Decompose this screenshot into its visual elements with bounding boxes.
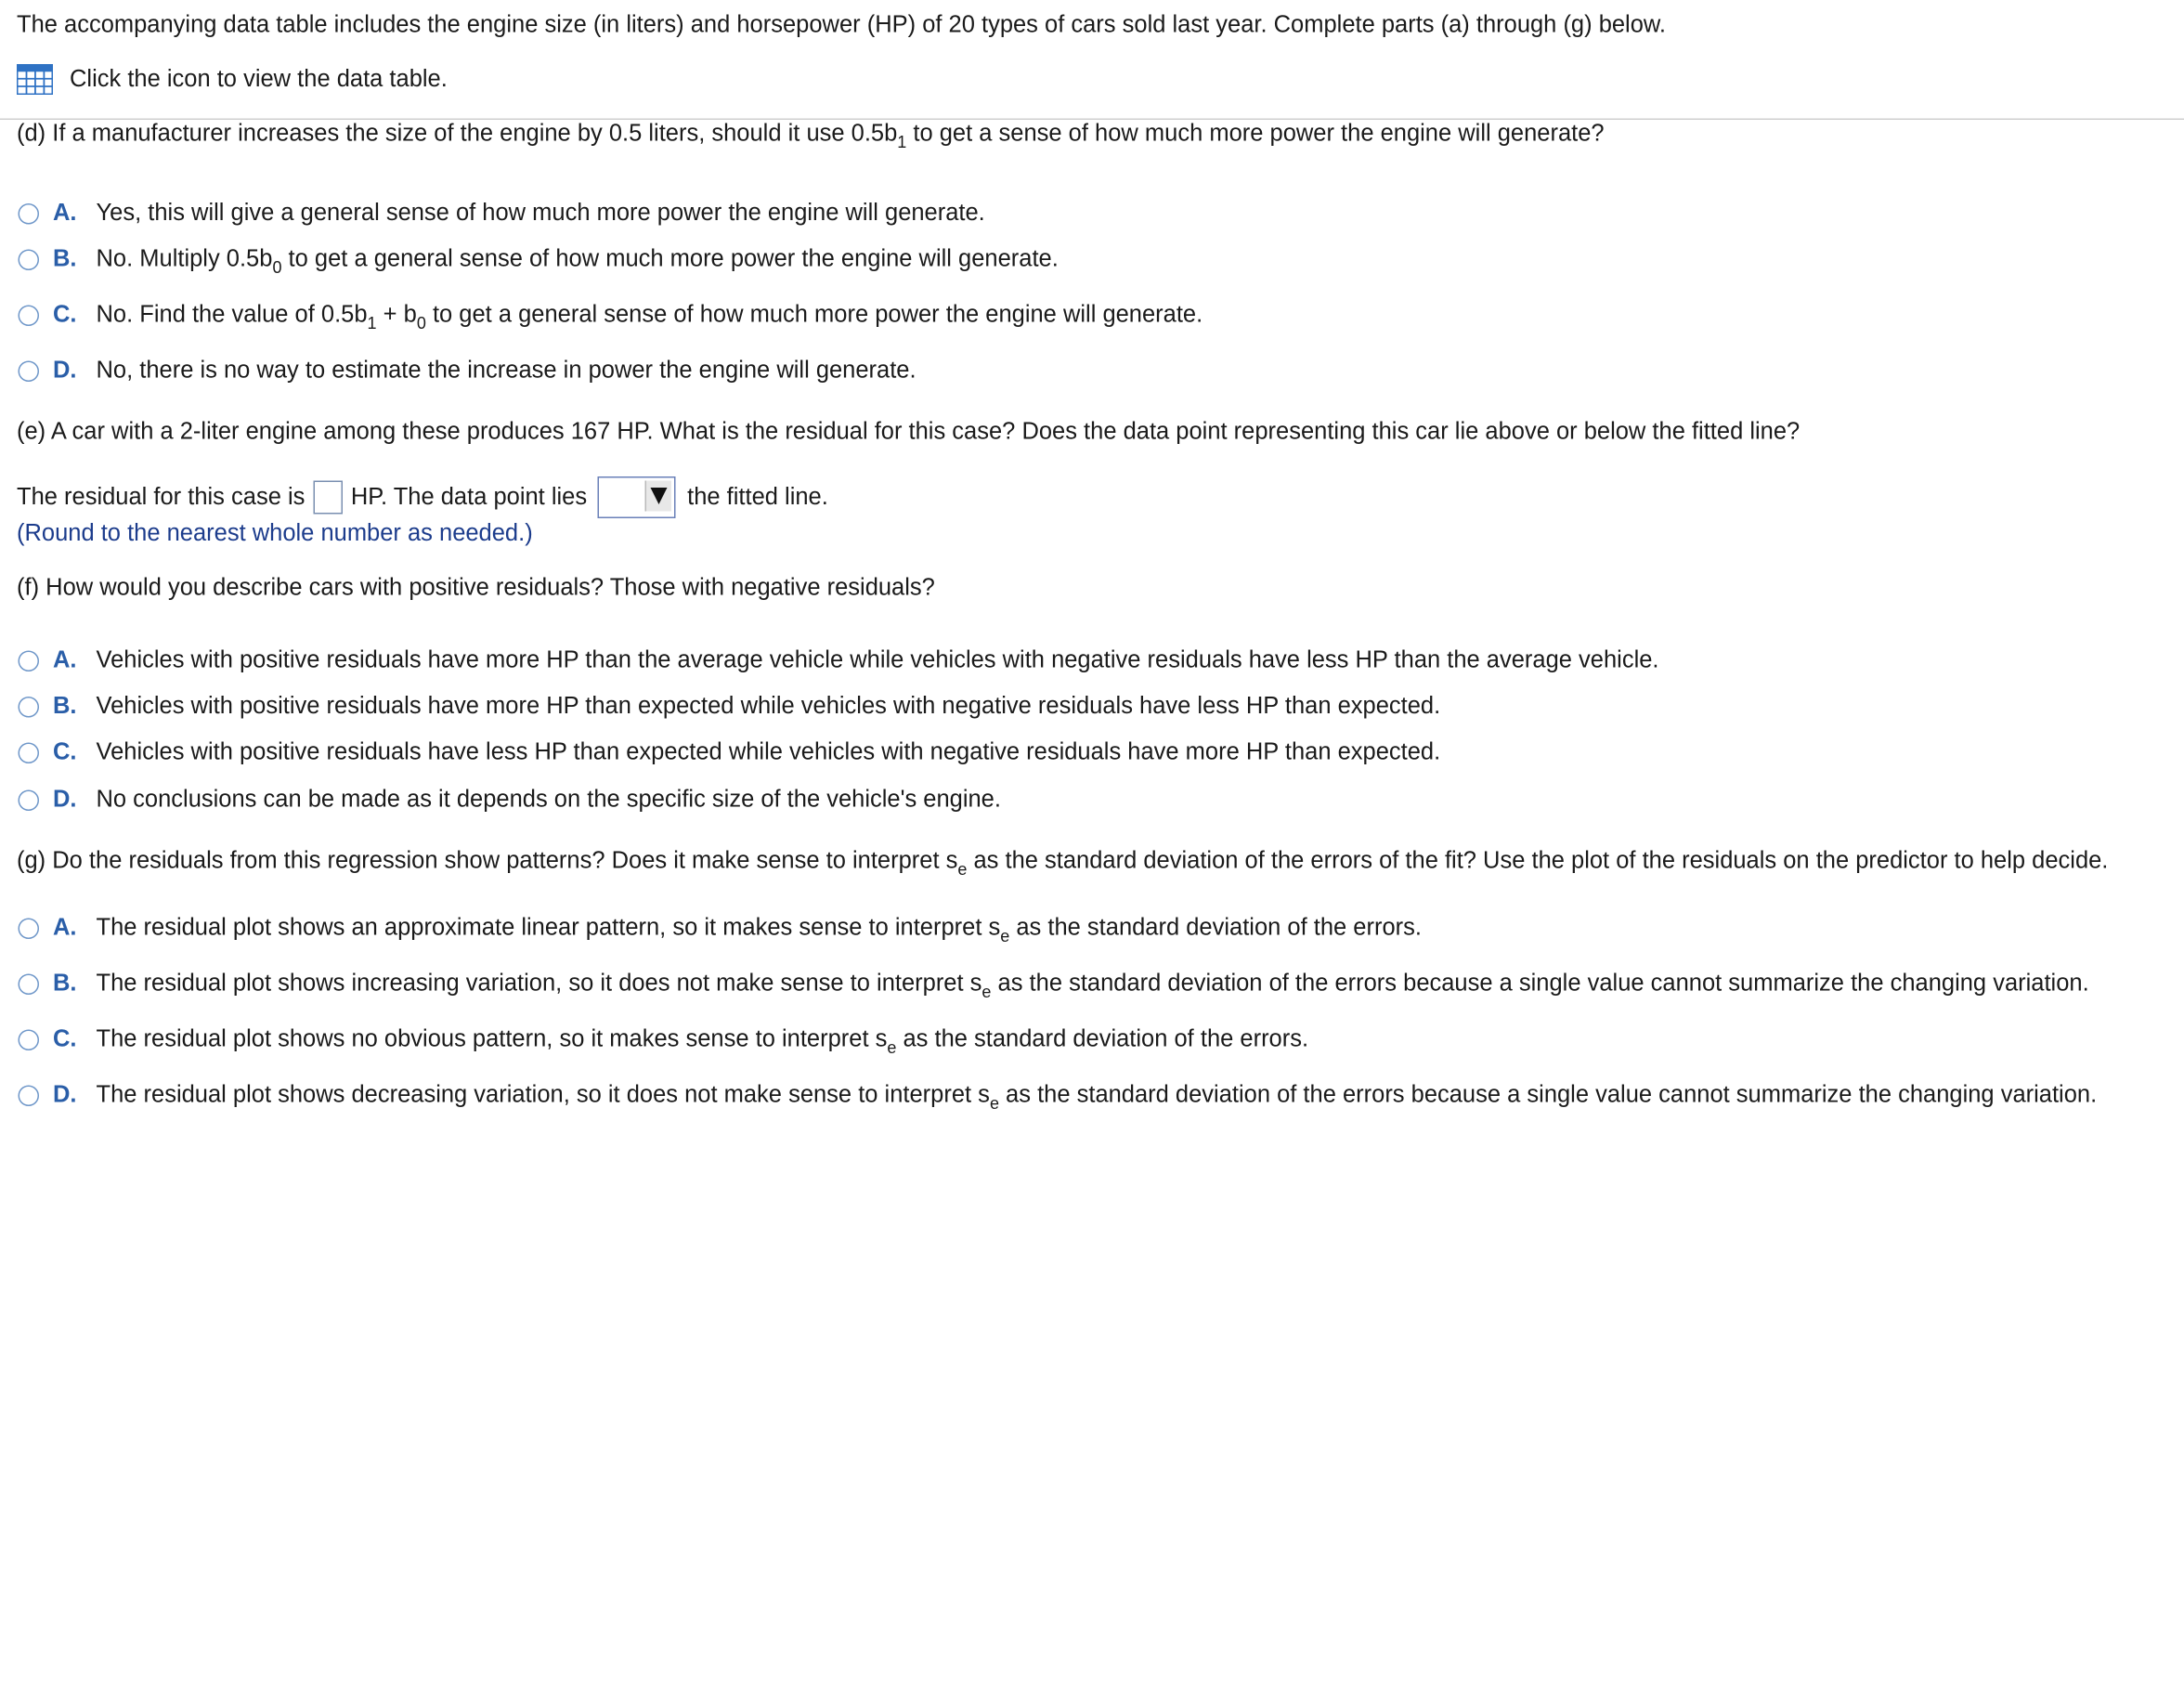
option-text: Vehicles with positive residuals have less HP than expected while vehicles with negative residuals have more HP than expected. — [96, 738, 1441, 765]
option-text-start: No. Find the value of 0.5b — [96, 301, 368, 328]
part-g-option-b[interactable] — [19, 970, 2089, 1002]
radio-button[interactable] — [19, 305, 40, 326]
part-e-answer-line — [17, 476, 828, 518]
subscript: e — [1000, 926, 1010, 946]
position-dropdown[interactable] — [598, 476, 676, 518]
subscript: e — [989, 1093, 999, 1114]
option-letter: B. — [53, 245, 77, 272]
radio-button[interactable] — [19, 742, 40, 763]
part-g-question — [17, 847, 2109, 880]
option-text — [96, 914, 1422, 946]
option-letter: A. — [53, 199, 77, 226]
radio-button[interactable] — [19, 918, 40, 939]
part-d-question — [17, 120, 1605, 152]
residual-label: The residual for this case is — [17, 483, 306, 510]
option-letter: C. — [53, 738, 77, 765]
option-text: Vehicles with positive residuals have more HP than expected while vehicles with negative residuals have less HP than expected. — [96, 692, 1441, 719]
option-letter: A. — [53, 646, 77, 673]
option-text-mid: + b — [376, 301, 417, 328]
part-f-option-b[interactable] — [19, 693, 1441, 721]
option-text-end: as the standard deviation of the errors. — [896, 1025, 1309, 1052]
option-letter: A. — [53, 914, 77, 941]
option-text — [96, 301, 1203, 333]
subscript: e — [957, 859, 968, 880]
part-f-option-c[interactable] — [19, 738, 1441, 766]
radio-button[interactable] — [19, 650, 40, 671]
option-text-start: The residual plot shows decreasing variation, so it does not make sense to interpret s — [96, 1081, 990, 1108]
part-d-option-b[interactable] — [19, 245, 1059, 278]
option-letter: B. — [53, 970, 77, 997]
option-text-start: The residual plot shows increasing variation, so it does not make sense to interpret s — [96, 970, 982, 997]
dropdown-arrow-icon[interactable] — [645, 481, 672, 512]
option-text-end: to get a general sense of how much more power the engine will generate. — [281, 245, 1059, 272]
part-f-option-a[interactable] — [19, 646, 1659, 674]
subscript: 1 — [897, 132, 907, 152]
part-g-option-d[interactable] — [19, 1081, 2098, 1114]
option-text — [96, 245, 1059, 278]
option-text: No, there is no way to estimate the increase in power the engine will generate. — [96, 357, 916, 384]
option-text: Yes, this will give a general sense of how much more power the engine will generate. — [96, 199, 985, 226]
part-d-option-a[interactable] — [19, 200, 985, 228]
option-text: No conclusions can be made as it depends on the specific size of the vehicle's engine. — [96, 786, 1001, 813]
unit-text: HP. The data point lies — [350, 483, 588, 510]
option-letter: D. — [53, 1081, 77, 1108]
option-text-end: as the standard deviation of the errors. — [1009, 914, 1422, 941]
part-d-question-text: (d) If a manufacturer increases the size of the engine by 0.5 liters, should it use 0.5b — [17, 120, 898, 147]
subscript: 0 — [416, 313, 426, 333]
option-letter: C. — [53, 1025, 77, 1052]
option-text: Vehicles with positive residuals have more HP than the average vehicle while vehicles with negative residuals have less HP than the average vehicle. — [96, 646, 1659, 673]
option-letter: B. — [53, 692, 77, 719]
radio-button[interactable] — [19, 249, 40, 270]
part-g-question-text-end: as the standard deviation of the errors of the fit? Use the plot of the residuals on the predictor to help decide. — [967, 847, 2109, 874]
option-text-start: No. Multiply 0.5b — [96, 245, 273, 272]
option-text — [96, 1025, 1309, 1058]
data-table-link-label[interactable]: Click the icon to view the data table. — [70, 65, 448, 92]
option-text — [96, 1081, 2098, 1114]
part-d-option-c[interactable] — [19, 301, 1203, 333]
part-f-question: (f) How would you describe cars with positive residuals? Those with negative residuals? — [17, 574, 935, 601]
subscript: 0 — [272, 257, 282, 278]
part-f-option-d[interactable] — [19, 786, 1001, 814]
subscript: e — [887, 1037, 897, 1058]
option-text — [96, 970, 2089, 1002]
option-letter: D. — [53, 786, 77, 813]
radio-button[interactable] — [19, 1085, 40, 1106]
table-icon[interactable] — [17, 64, 53, 95]
radio-button[interactable] — [19, 789, 40, 811]
residual-input[interactable] — [313, 481, 343, 515]
part-g-question-text: (g) Do the residuals from this regression show patterns? Does it make sense to interpret s — [17, 847, 958, 874]
option-text-end: as the standard deviation of the errors because a single value cannot summarize the changing variation. — [991, 970, 2089, 997]
option-text-start: The residual plot shows no obvious pattern, so it makes sense to interpret s — [96, 1025, 888, 1052]
radio-button[interactable] — [19, 973, 40, 995]
radio-button[interactable] — [19, 696, 40, 717]
rounding-hint: (Round to the nearest whole number as needed.) — [17, 519, 533, 546]
problem-intro: The accompanying data table includes the engine size (in liters) and horsepower (HP) of 20 types of cars sold last year. Complete parts (a) through (g) below. — [17, 11, 1666, 38]
radio-button[interactable] — [19, 1029, 40, 1050]
radio-button[interactable] — [19, 360, 40, 382]
data-table-link[interactable] — [17, 64, 448, 95]
option-letter: D. — [53, 357, 77, 384]
option-letter: C. — [53, 301, 77, 328]
option-text-end: to get a general sense of how much more power the engine will generate. — [425, 301, 1203, 328]
part-g-option-a[interactable] — [19, 914, 1422, 946]
option-text-end: as the standard deviation of the errors because a single value cannot summarize the changing variation. — [998, 1081, 2098, 1108]
option-text-start: The residual plot shows an approximate linear pattern, so it makes sense to interpret s — [96, 914, 1001, 941]
subscript: 1 — [367, 313, 377, 333]
after-dropdown-text: the fitted line. — [687, 483, 828, 510]
part-e-question: (e) A car with a 2-liter engine among these produces 167 HP. What is the residual for this case? Does the data point representing this car lie above or below the fitted line? — [17, 418, 1800, 445]
subscript: e — [982, 982, 992, 1002]
part-g-option-c[interactable] — [19, 1025, 1309, 1058]
part-d-option-d[interactable] — [19, 357, 916, 385]
part-d-question-text-end: to get a sense of how much more power the engine will generate? — [906, 120, 1605, 147]
radio-button[interactable] — [19, 202, 40, 224]
